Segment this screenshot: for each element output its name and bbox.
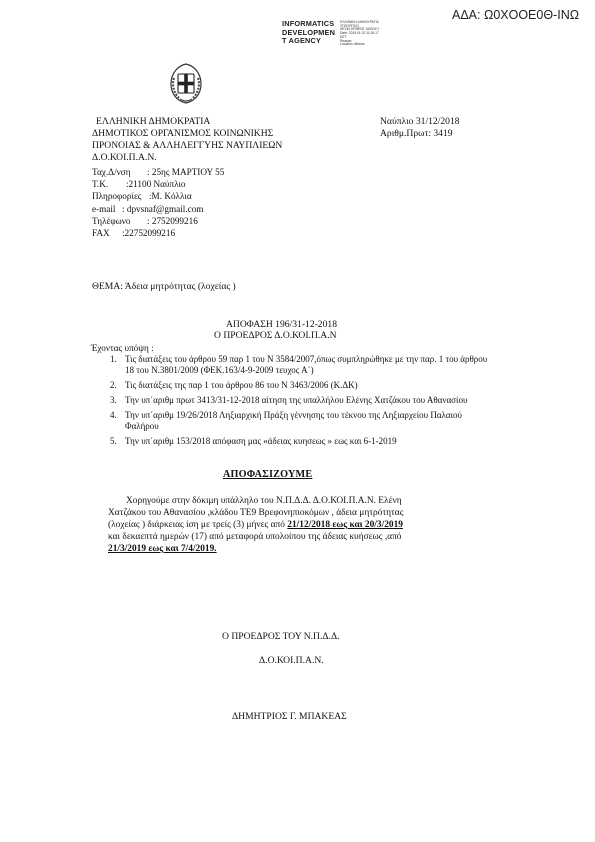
diavgeia-signature-stamp [282, 19, 380, 47]
signatory-name: ΔΗΜΗΤΡΙΟΣ Γ. ΜΠΑΚΕΑΣ [232, 711, 347, 722]
address-label: Ταχ.Δ/νση [92, 167, 131, 177]
fax-label: FAX [92, 227, 110, 238]
issuer-line-acronym: Δ.Ο.ΚΟΙ.Π.Α.Ν. [92, 152, 157, 163]
list-item: 5. Την υπ΄αριθμ 153/2018 απόφαση μας «άδειας κυησεως » εως και 6-1-2019 [110, 435, 397, 446]
stamp-title: INFORMATICS DEVELOPMEN T AGENCY [282, 19, 336, 46]
list-item: 4. Την υπ΄αριθμ 19/26/2018 Ληξιαρχική Πράξη γέννησης του τέκνου της Ληξιαρχείου Παλαιού Φαλήρου [110, 409, 462, 431]
protocol-number: Αριθμ.Πρωτ: 3419 [380, 128, 453, 139]
fax-value: :22752099216 [122, 227, 176, 238]
paragraph-line: και δεκαεπτά ημερών (17) από μεταφορά υπολοίπου της άδειας κυήσεως ,από [108, 532, 402, 542]
issuer-header [92, 116, 282, 164]
signature-organization: Δ.Ο.ΚΟΙ.Π.Α.Ν. [259, 655, 324, 666]
decision-title: ΑΠΟΦΑΣΗ 196/31-12-2018 [226, 319, 337, 330]
info-label: Πληροφορίες [92, 191, 142, 202]
leave-period-1: 21/12/2018 εως και 20/3/2019 [287, 520, 403, 530]
postcode-value: :21100 Ναύπλιο [126, 179, 186, 190]
decision-issuer: Ο ΠΡΟΕΔΡΟΣ Δ.Ο.ΚΟΙ.Π.Α.Ν [214, 330, 337, 341]
leave-period-2: 21/3/2019 εως και 7/4/2019. [108, 544, 217, 554]
email-label: e-mail [92, 203, 116, 214]
postcode-label: Τ.Κ. [92, 179, 109, 190]
decide-heading: ΑΠΟΦΑΣΙΖΟΥΜΕ [223, 469, 313, 480]
info-value: :Μ. Κόλλια [149, 191, 192, 202]
paragraph-line: Χατζάκου του Αθανασίου ,κλάδου ΤΕ9 Βρεφονηπιοκόμων , άδεια μητρότητας [108, 508, 404, 518]
greek-emblem-icon [165, 60, 207, 111]
ada-code: ΑΔΑ: Ω0ΧΟΟΕ0Θ-ΙΝΩ [452, 8, 580, 22]
issuer-line-country: ΕΛΛΗΝΙΚΗ ΔΗΜΟΚΡΑΤΙΑ [96, 116, 211, 127]
list-item: 3. Την υπ΄αριθμ πρωτ 3413/31-12-2018 αίτηση της υπαλλήλου Ελένης Χατζάκου του Αθανασίου [110, 394, 468, 405]
list-item: 2. Τις διατάξεις της παρ 1 του άρθρου 86 του Ν 3463/2006 (Κ.ΔΚ) [110, 380, 358, 391]
email-value: : dpvsnaf@gmail.com [122, 203, 204, 214]
address-value: : 25ης ΜΑΡΤΙΟΥ 55 [147, 167, 225, 177]
subject-line: ΘΕΜΑ: Άδεια μητρότητας (λοχείας ) [92, 281, 236, 292]
stamp-details: ΕΛΛΗΝΙΚΗ ΔΗΜΟΚΡΑΤΙΑ ΥΠΟΥΡΓΕΙΟ DEVELOPMENT AGENCY Date: 2019.01.02 11:26:17 EET Reason: Location: Athens [340, 20, 380, 47]
considerations-list [110, 354, 510, 451]
decision-paragraph [108, 495, 508, 555]
place-date: Ναύπλιο 31/12/2018 [380, 116, 460, 127]
phone-label: Τηλέφωνο [92, 215, 131, 226]
paragraph-line: (λοχείας ) διάρκειας ίση με τρείς (3) μήνες από 21/12/2018 εως και 20/3/2019 [108, 520, 403, 530]
signature-title: Ο ΠΡΟΕΔΡΟΣ ΤΟΥ Ν.Π.Δ.Δ. [222, 631, 340, 642]
list-item: 1. Τις διατάξεις του άρθρου 59 παρ 1 του Ν 3584/2007,όπως συμπληρώθηκε με την παρ. 1 του άρθρου 18 του Ν.3801/2009 (ΦΕΚ.163/4-9-2009 τευχος Α΄) [110, 354, 488, 376]
contact-block [92, 166, 224, 239]
issuer-line-organization-cont: ΠΡΟΝΟΙΑΣ & ΑΛΛΗΛΕΓΓΥΗΣ ΝΑΥΠΛΙΕΩΝ [92, 140, 283, 151]
paragraph-line: Χορηγούμε στην δόκιμη υπάλληλο του Ν.Π.Δ.Δ. Δ.Ο.ΚΟΙ.Π.Α.Ν. Ελένη [126, 496, 402, 506]
considerations-heading: Έχοντας υπόψη : [91, 343, 154, 353]
phone-value: : 2752099216 [147, 215, 198, 226]
issuer-line-organization: ΔΗΜΟΤΙΚΟΣ ΟΡΓΑΝΙΣΜΟΣ ΚΟΙΝΩΝΙΚΗΣ [92, 128, 274, 139]
